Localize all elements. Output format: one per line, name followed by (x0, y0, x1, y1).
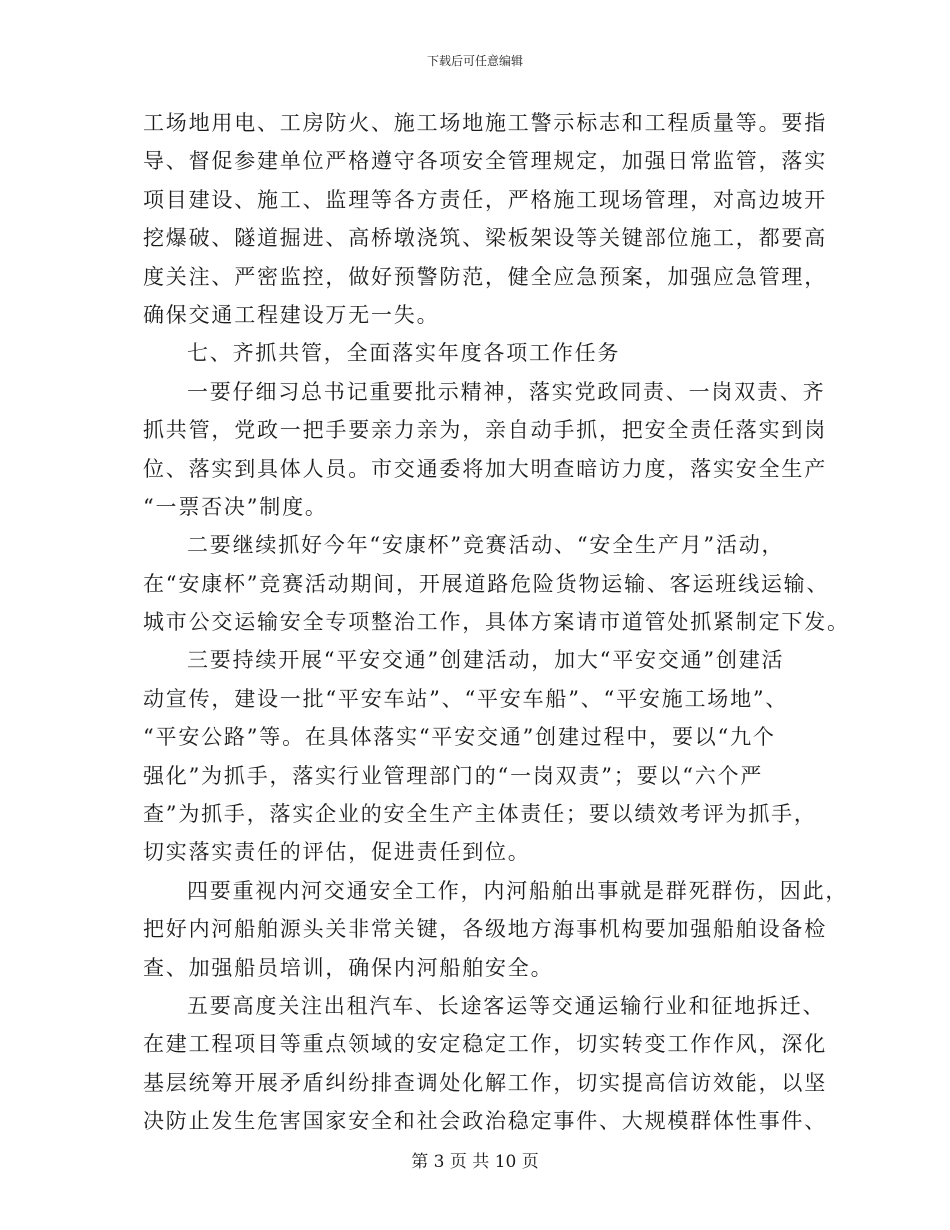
section-heading: 七、齐抓共管，全面落实年度各项工作任务 (187, 341, 621, 366)
text-line: 导、督促参建单位严格遵守各项安全管理规定，加强日常监管，落实 (143, 149, 827, 174)
text-line: 确保交通工程建设万无一失。 (143, 302, 440, 327)
text-line: 基层统筹开展矛盾纠纷排查调处化解工作，切实提高信访效能，以坚 (143, 1070, 827, 1095)
text-line: “一票否决”制度。 (143, 494, 328, 519)
text-line: 动宣传，建设一批“平安车站”、“平安车船”、“平安施工场地”、 (143, 686, 789, 711)
text-line: 挖爆破、隧道掘进、高桥墩浇筑、梁板架设等关键部位施工，都要高 (143, 226, 827, 251)
document-body (143, 104, 850, 1141)
text-line: 在建工程项目等重点领域的安定稳定工作，切实转变工作作风，深化 (143, 1032, 827, 1057)
text-line: 在“安康杯”竞赛活动期间，开展道路危险货物运输、客运班线运输、 (143, 571, 830, 596)
text-line: 切实落实责任的评估，促进责任到位。 (143, 840, 531, 865)
text-line: 一要仔细习总书记重要批示精神，落实党政同责、一岗双责、齐 (187, 379, 826, 404)
text-line: 五要高度关注出租汽车、长途客运等交通运输行业和征地拆迁、 (187, 993, 826, 1018)
text-line: 抓共管，党政一把手要亲力亲为，亲自动手抓，把安全责任落实到岗 (143, 418, 827, 443)
text-line: 强化”为抓手，落实行业管理部门的“一岗双责”；要以“六个严 (143, 763, 764, 788)
text-line: 四要重视内河交通安全工作，内河船舶出事就是群死群伤，因此， (187, 878, 849, 903)
text-line: 城市公交运输安全专项整治工作，具体方案请市道管处抓紧制定下发。 (143, 610, 850, 635)
text-line: 查”为抓手，落实企业的安全生产主体责任；要以绩效考评为抓手， (143, 802, 817, 827)
page-footer: 第 3 页 共 10 页 (411, 1152, 539, 1172)
text-line: 二要继续抓好今年“安康杯”竞赛活动、“安全生产月”活动， (187, 533, 785, 558)
text-line: 决防止发生危害国家安全和社会政治稳定事件、大规模群体性事件、 (143, 1109, 827, 1134)
text-line: 工场地用电、工房防火、施工场地施工警示标志和工程质量等。要指 (143, 111, 827, 135)
text-line: 把好内河船舶源头关非常关键，各级地方海事机构要加强船舶设备检 (143, 917, 827, 942)
text-line: “平安公路”等。在具体落实“平安交通”创建过程中，要以“九个 (143, 725, 776, 750)
text-line: 度关注、严密监控，做好预警防范，健全应急预案，加强应急管理， (143, 264, 827, 289)
text-line: 三要持续开展“平安交通”创建活动，加大“平安交通”创建活 (187, 648, 785, 673)
page-header: 下载后可任意编辑 (426, 54, 523, 68)
text-line: 查、加强船员培训，确保内河船舶安全。 (143, 955, 554, 980)
text-line: 项目建设、施工、监理等各方责任，严格施工现场管理，对高边坡开 (143, 187, 827, 212)
text-line: 位、落实到具体人员。市交通委将加大明查暗访力度，落实安全生产 (143, 456, 827, 481)
